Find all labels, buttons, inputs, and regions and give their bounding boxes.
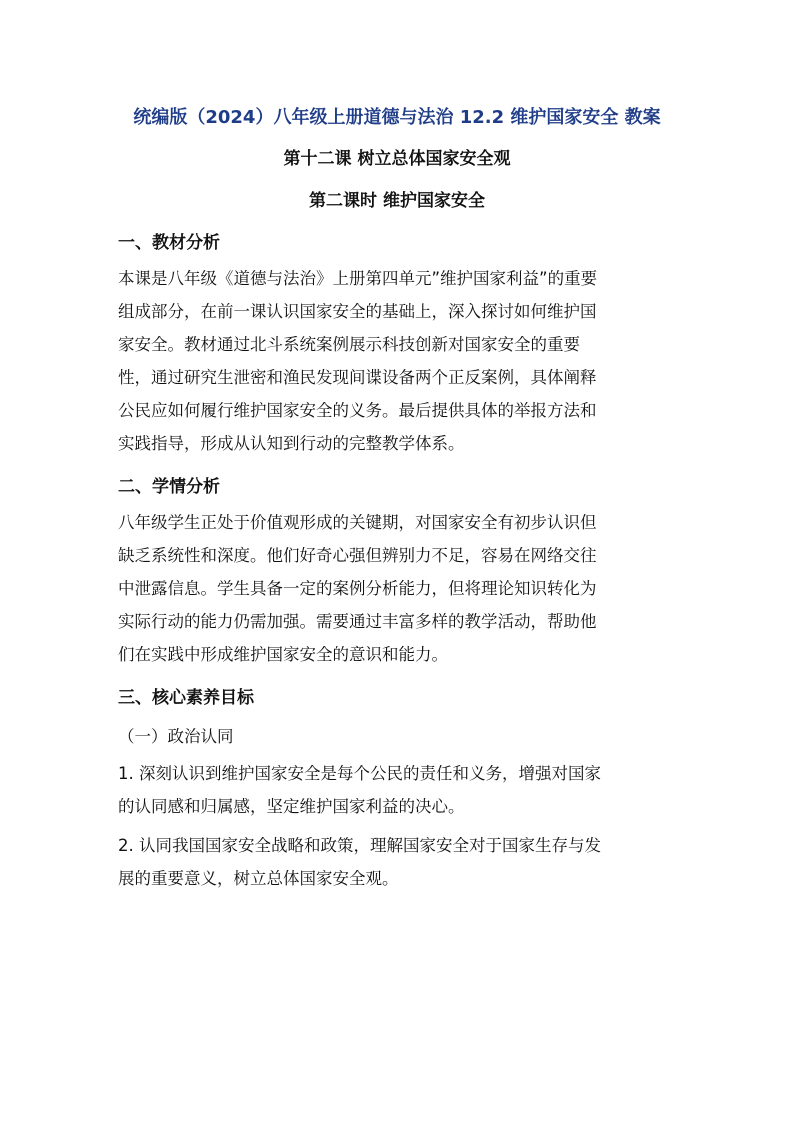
paragraph-line: 实践指导，形成从认知到行动的完整教学体系。 [118,434,465,453]
goal-item-1 [118,757,676,823]
goal-item-2 [118,829,676,895]
paragraph-line: 缺乏系统性和深度。他们好奇心强但辨别力不足，容易在网络交往 [118,546,597,565]
paragraph-line: 们在实践中形成维护国家安全的意识和能力。 [118,645,448,664]
section-heading-student-analysis: 二、学情分析 [118,477,220,497]
paragraph-line: 实际行动的能力仍需加强。需要通过丰富多样的教学活动，帮助他 [118,612,597,631]
student-analysis-paragraph [118,506,676,671]
paragraph-line: 本课是八年级《道德与法治》上册第四单元”维护国家利益”的重要 [118,269,598,288]
paragraph-line: 公民应如何履行维护国家安全的义务。最后提供具体的举报方法和 [118,401,597,420]
subheading-political-identity: （一）政治认同 [118,727,234,746]
paragraph-line: 中泄露信息。学生具备一定的案例分析能力，但将理论知识转化为 [118,579,597,598]
item-line: 的认同感和归属感，坚定维护国家利益的决心。 [118,797,465,816]
document-title: 统编版（2024）八年级上册道德与法治 12.2 维护国家安全 教案 [133,107,661,128]
paragraph-line: 八年级学生正处于价值观形成的关键期，对国家安全有初步认识但 [118,513,597,532]
section-heading-textbook-analysis: 一、教材分析 [118,233,220,253]
paragraph-line: 组成部分，在前一课认识国家安全的基础上，深入探讨如何维护国 [118,302,597,321]
paragraph-line: 性，通过研究生泄密和渔民发现间谍设备两个正反案例，具体阐释 [118,368,597,387]
section-heading-core-literacy-goals: 三、核心素养目标 [118,688,254,708]
period-title: 第二课时 维护国家安全 [309,191,485,211]
textbook-analysis-paragraph [118,262,676,460]
lesson-title: 第十二课 树立总体国家安全观 [283,149,511,169]
item-line: 1. 深刻认识到维护国家安全是每个公民的责任和义务，增强对国家 [118,764,601,783]
paragraph-line: 家安全。教材通过北斗系统案例展示科技创新对国家安全的重要 [118,335,580,354]
item-line: 展的重要意义，树立总体国家安全观。 [118,869,399,888]
item-line: 2. 认同我国国家安全战略和政策，理解国家安全对于国家生存与发 [118,836,601,855]
